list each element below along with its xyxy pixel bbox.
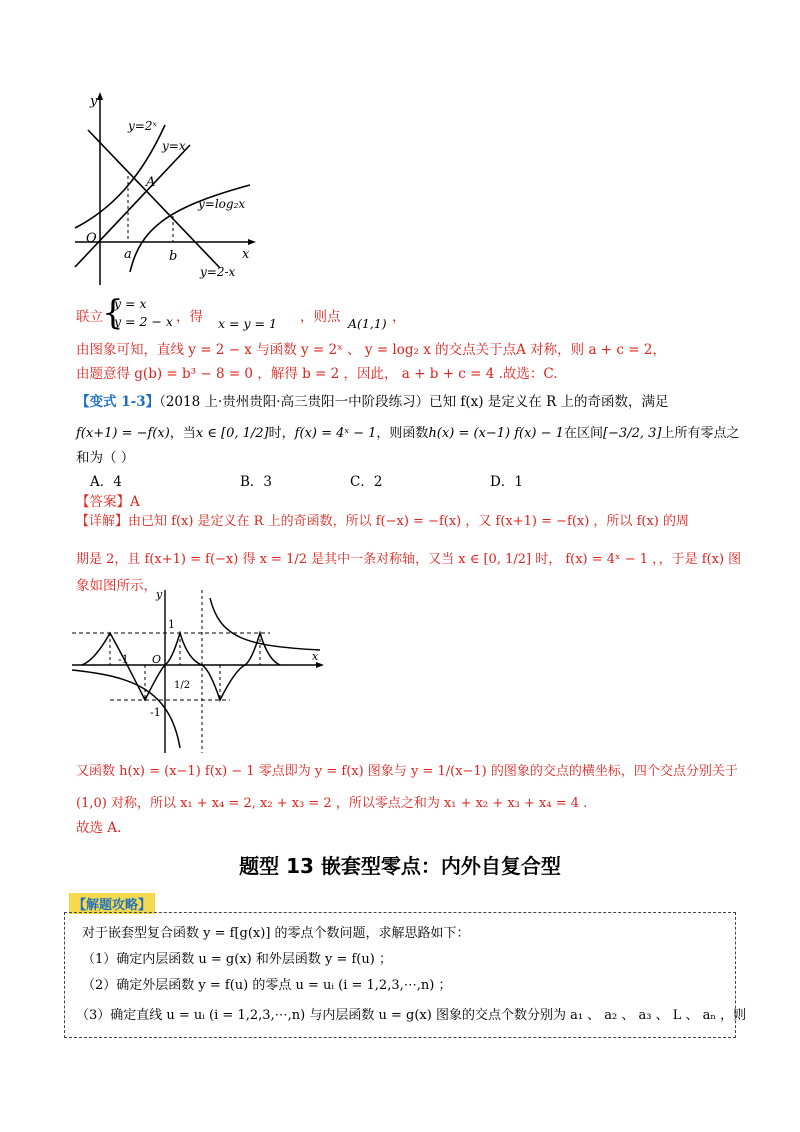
a-label: a xyxy=(124,247,132,262)
one-label: 1 xyxy=(168,618,175,631)
point: A(1,1) xyxy=(348,316,387,331)
solution-line-2: 由图象可知，直线 y = 2 − x 与函数 y = 2ˣ 、 y = log₂ x 的交点关于点A 对称，则 a + c = 2， xyxy=(76,342,666,358)
origin-label: O xyxy=(152,653,162,666)
identity-label: y=x xyxy=(162,139,186,153)
eq: h(x) = (x−1) f(x) − 1 xyxy=(428,426,564,441)
x-axis-label: x xyxy=(242,247,250,262)
text: ，当 xyxy=(169,426,196,441)
result: x = y = 1 xyxy=(218,316,277,331)
text: ，得 xyxy=(176,309,203,325)
eq: [−3/2, 3] xyxy=(602,426,662,441)
y-axis-label: y xyxy=(156,588,163,601)
box-line-1: 对于嵌套型复合函数 y = f[g(x)] 的零点个数问题，求解思路如下： xyxy=(82,926,470,941)
conclusion-line-1: 又函数 h(x) = (x−1) f(x) − 1 零点即为 y = f(x) 图象与 y = 1/(x−1) 的图象的交点的横坐标，四个交点分别关于 xyxy=(76,764,738,779)
box-line-3: （2）确定外层函数 y = f(u) 的零点 u = uᵢ (i = 1,2,3,⋯,n) ； xyxy=(82,978,452,993)
graph-periodic xyxy=(70,588,330,758)
system-eq-2: y = 2 − x xyxy=(114,314,173,329)
conclusion-line-2: (1,0) 对称，所以 x₁ + x₄ = 2, x₂ + x₃ = 2 ，所以零点之和为 x₁ + x₂ + x₃ + x₄ = 4 . xyxy=(76,796,588,811)
text: 联立 xyxy=(76,309,103,325)
text: ，则点 xyxy=(300,309,341,325)
eq: f(x+1) = −f(x) xyxy=(76,426,170,441)
system-eq-1: y = x xyxy=(114,296,147,311)
variant-text: （2018 上·贵州贵阳·高三贵阳一中阶段练习）已知 f(x) 是定义在 R 上的奇函数，满足 xyxy=(159,394,669,410)
text: ， xyxy=(392,309,406,325)
variant-tag: 【变式 1-3】 xyxy=(76,394,160,410)
graph-exp-log xyxy=(70,90,270,290)
text: 在区间 xyxy=(563,426,603,441)
box-line-2: （1）确定内层函数 u = g(x) 和外层函数 y = f(u) ； xyxy=(82,952,392,967)
exp-curve-label: y=2ˣ xyxy=(128,119,157,133)
half-label: 1/2 xyxy=(174,680,191,691)
option-letter: C． xyxy=(350,474,374,490)
b-label: b xyxy=(169,249,178,264)
y-axis-label: y xyxy=(90,94,98,109)
solution-line-3: 由题意得 g(b) = b³ − 8 = 0 ，解得 b = 2 ，因此， a + b + c = 4 .故选：C. xyxy=(76,366,558,382)
conclusion-line-3: 故选 A. xyxy=(76,820,122,836)
origin-label: O xyxy=(86,231,97,246)
variant-line-2 xyxy=(76,424,739,444)
answer-label: 【答案】A xyxy=(76,494,140,510)
point-a-label: A xyxy=(146,175,156,190)
option-a[interactable] xyxy=(90,470,122,490)
text: ，则函数 xyxy=(376,426,429,441)
text: 上所有零点之 xyxy=(661,426,740,441)
eq: f(x) = 4ˣ − 1 xyxy=(294,426,377,441)
option-letter: B． xyxy=(240,474,264,490)
option-letter: D． xyxy=(490,474,515,490)
line-label: y=2-x xyxy=(200,265,236,279)
variant-line-3: 和为（ ） xyxy=(76,450,135,466)
option-value: 3 xyxy=(263,474,273,490)
text: 时， xyxy=(268,426,295,441)
option-value: 2 xyxy=(373,474,383,490)
section-heading: 题型 13 嵌套型零点：内外自复合型 xyxy=(239,854,561,878)
eq: x ∈ [0, 1/2] xyxy=(195,426,269,441)
option-value: 4 xyxy=(113,474,122,490)
detail-line-1: 【详解】由已知 f(x) 是定义在 R 上的奇函数，所以 f(−x) = −f(x) ，又 f(x+1) = −f(x) ，所以 f(x) 的周 xyxy=(76,514,689,529)
log-curve-label: y=log₂x xyxy=(198,197,246,211)
option-d[interactable] xyxy=(490,470,523,490)
variant-line-1 xyxy=(76,392,669,412)
option-b[interactable] xyxy=(240,470,272,490)
x-axis-label: x xyxy=(312,650,319,663)
option-letter: A． xyxy=(90,474,114,490)
strategy-badge: 【解题攻略】 xyxy=(69,893,155,914)
neg-one-y-label: -1 xyxy=(150,706,161,719)
box-line-4: （3）确定直线 u = uᵢ (i = 1,2,3,⋯,n) 与内层函数 u = g(x) 图象的交点个数分别为 a₁ 、 a₂ 、 a₃ 、 L 、 aₙ ，则 xyxy=(76,1008,747,1023)
option-c[interactable] xyxy=(350,470,382,490)
option-value: 1 xyxy=(514,474,523,490)
detail-line-2: 期是 2，且 f(x+1) = f(−x) 得 x = 1/2 是其中一条对称轴，又当 x ∈ [0, 1/2] 时， f(x) = 4ˣ − 1 ，，于是 f(x) 图 xyxy=(76,552,742,567)
neg-one-x-label: -1 xyxy=(118,653,129,666)
detail-line-3: 象如图所示， xyxy=(76,578,157,594)
